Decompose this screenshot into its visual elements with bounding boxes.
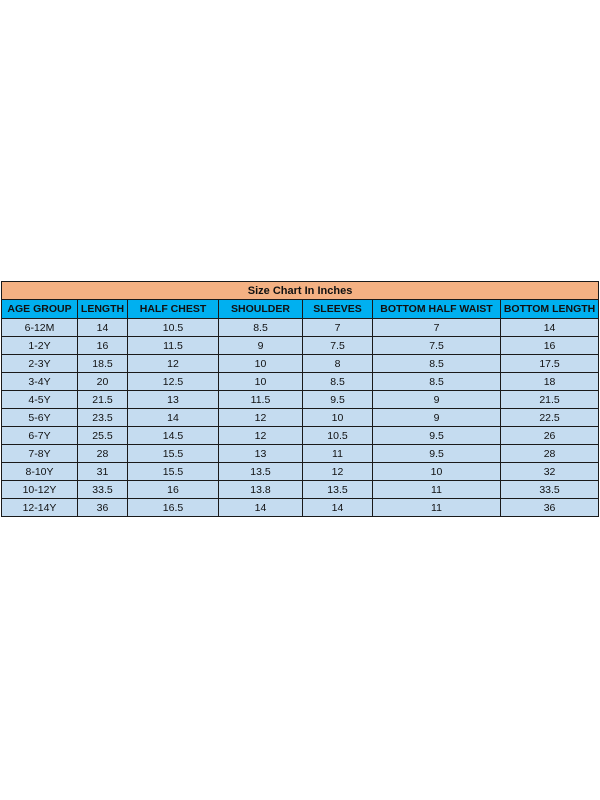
table-row [2, 337, 599, 355]
column-header: HALF CHEST [128, 300, 219, 319]
table-cell: 11.5 [219, 391, 303, 409]
table-cell: 26 [501, 427, 599, 445]
table-cell: 22.5 [501, 409, 599, 427]
table-cell: 18 [501, 373, 599, 391]
title-row [2, 282, 599, 300]
table-cell: 23.5 [78, 409, 128, 427]
age-group-cell: 12-14Y [2, 499, 78, 517]
age-group-cell: 4-5Y [2, 391, 78, 409]
table-body [2, 319, 599, 517]
table-cell: 13 [219, 445, 303, 463]
table-cell: 13 [128, 391, 219, 409]
table-cell: 10 [303, 409, 373, 427]
table-cell: 18.5 [78, 355, 128, 373]
table-cell: 7 [373, 319, 501, 337]
table-cell: 9.5 [303, 391, 373, 409]
table-cell: 33.5 [501, 481, 599, 499]
table-cell: 12 [128, 355, 219, 373]
table-cell: 15.5 [128, 445, 219, 463]
table-cell: 21.5 [501, 391, 599, 409]
table-row [2, 463, 599, 481]
table-cell: 15.5 [128, 463, 219, 481]
table-cell: 8 [303, 355, 373, 373]
table-cell: 11 [303, 445, 373, 463]
table-cell: 13.5 [303, 481, 373, 499]
table-row [2, 319, 599, 337]
table-cell: 16 [78, 337, 128, 355]
table-cell: 7.5 [373, 337, 501, 355]
age-group-cell: 10-12Y [2, 481, 78, 499]
age-group-cell: 5-6Y [2, 409, 78, 427]
table-row [2, 499, 599, 517]
table-cell: 14 [303, 499, 373, 517]
table-cell: 10 [373, 463, 501, 481]
table-cell: 13.5 [219, 463, 303, 481]
header-row [2, 300, 599, 319]
column-header: SLEEVES [303, 300, 373, 319]
table-cell: 16 [501, 337, 599, 355]
table-cell: 10.5 [303, 427, 373, 445]
table-cell: 9 [373, 391, 501, 409]
table-cell: 14.5 [128, 427, 219, 445]
table-cell: 9.5 [373, 427, 501, 445]
table-cell: 11 [373, 481, 501, 499]
table-cell: 11 [373, 499, 501, 517]
table-cell: 20 [78, 373, 128, 391]
age-group-cell: 3-4Y [2, 373, 78, 391]
table-row [2, 445, 599, 463]
table-cell: 14 [219, 499, 303, 517]
table-cell: 14 [128, 409, 219, 427]
table-row [2, 373, 599, 391]
table-cell: 14 [78, 319, 128, 337]
table-cell: 36 [501, 499, 599, 517]
column-header: BOTTOM HALF WAIST [373, 300, 501, 319]
age-group-cell: 6-12M [2, 319, 78, 337]
column-header: SHOULDER [219, 300, 303, 319]
table-cell: 12.5 [128, 373, 219, 391]
table-cell: 36 [78, 499, 128, 517]
age-group-cell: 1-2Y [2, 337, 78, 355]
column-header: BOTTOM LENGTH [501, 300, 599, 319]
table-cell: 28 [78, 445, 128, 463]
table-cell: 8.5 [373, 373, 501, 391]
table-cell: 10 [219, 355, 303, 373]
age-group-cell: 7-8Y [2, 445, 78, 463]
size-chart-table [1, 281, 599, 517]
table-cell: 9 [219, 337, 303, 355]
table-row [2, 427, 599, 445]
table-cell: 14 [501, 319, 599, 337]
table-row [2, 355, 599, 373]
table-cell: 28 [501, 445, 599, 463]
age-group-cell: 8-10Y [2, 463, 78, 481]
table-cell: 31 [78, 463, 128, 481]
chart-title: Size Chart In Inches [2, 282, 599, 300]
table-cell: 7 [303, 319, 373, 337]
table-cell: 10 [219, 373, 303, 391]
table-cell: 12 [219, 427, 303, 445]
table-row [2, 481, 599, 499]
table-cell: 33.5 [78, 481, 128, 499]
table-row [2, 391, 599, 409]
table-cell: 8.5 [219, 319, 303, 337]
column-header: AGE GROUP [2, 300, 78, 319]
table-cell: 9 [373, 409, 501, 427]
table-cell: 13.8 [219, 481, 303, 499]
age-group-cell: 2-3Y [2, 355, 78, 373]
table-cell: 16.5 [128, 499, 219, 517]
table-cell: 17.5 [501, 355, 599, 373]
table-cell: 11.5 [128, 337, 219, 355]
table-cell: 7.5 [303, 337, 373, 355]
table-cell: 12 [219, 409, 303, 427]
table-cell: 8.5 [303, 373, 373, 391]
table-cell: 10.5 [128, 319, 219, 337]
table-cell: 21.5 [78, 391, 128, 409]
table-cell: 12 [303, 463, 373, 481]
table-row [2, 409, 599, 427]
table-cell: 9.5 [373, 445, 501, 463]
table-cell: 25.5 [78, 427, 128, 445]
age-group-cell: 6-7Y [2, 427, 78, 445]
column-header: LENGTH [78, 300, 128, 319]
table-cell: 32 [501, 463, 599, 481]
table-cell: 16 [128, 481, 219, 499]
table-cell: 8.5 [373, 355, 501, 373]
